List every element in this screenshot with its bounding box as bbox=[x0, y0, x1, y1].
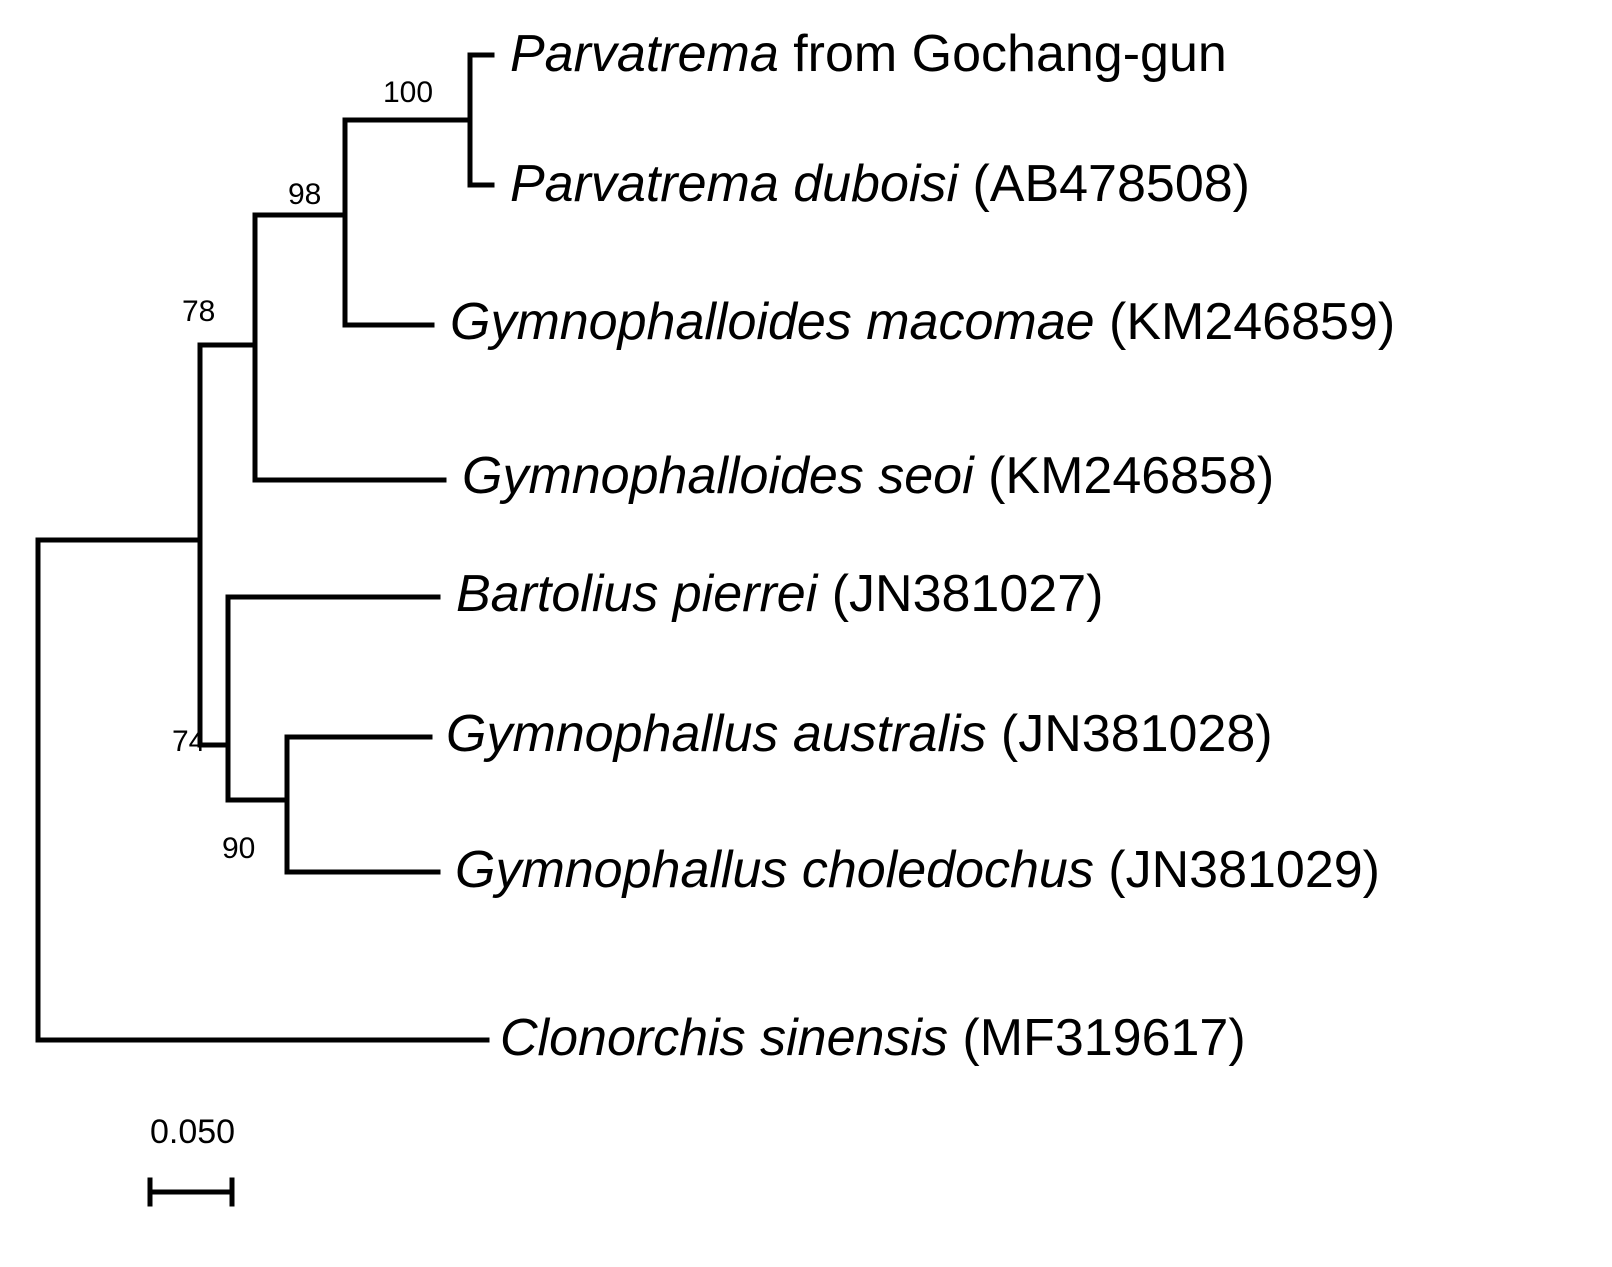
taxon-suffix bbox=[1094, 841, 1108, 899]
taxon-accession: (KM246859) bbox=[1109, 293, 1396, 351]
taxon-label-gymnophallus-choledochus bbox=[455, 841, 1380, 899]
taxon-label-gymnophalloides-seoi bbox=[462, 447, 1275, 505]
taxon-accession: (JN381028) bbox=[1000, 705, 1273, 763]
taxon-accession: (JN381027) bbox=[831, 565, 1104, 623]
taxon-sci-name: Clonorchis sinensis bbox=[500, 1009, 948, 1067]
taxon-label-bartolius-pierrei bbox=[456, 565, 1104, 623]
taxon-accession: (MF319617) bbox=[962, 1009, 1246, 1067]
taxon-sci-name: Parvatrema bbox=[510, 25, 779, 83]
taxon-suffix bbox=[948, 1009, 962, 1067]
taxon-label-parvatrema-gochang bbox=[510, 25, 1227, 83]
taxon-sci-name: Parvatrema duboisi bbox=[510, 155, 958, 213]
taxon-label-clonorchis-sinensis bbox=[500, 1009, 1246, 1067]
taxon-sci-name: Gymnophalloides macomae bbox=[450, 293, 1095, 351]
taxon-suffix bbox=[817, 565, 831, 623]
taxon-suffix bbox=[958, 155, 972, 213]
taxon-sci-name: Gymnophallus choledochus bbox=[455, 841, 1094, 899]
taxon-label-parvatrema-duboisi bbox=[510, 155, 1250, 213]
taxon-sci-name: Bartolius pierrei bbox=[456, 565, 818, 623]
taxon-suffix: from Gochang-gun bbox=[778, 25, 1227, 83]
taxon-accession: (JN381029) bbox=[1108, 841, 1380, 899]
taxon-suffix bbox=[1095, 293, 1109, 351]
support-value-node-90: 90 bbox=[222, 832, 256, 865]
support-value-node-100: 100 bbox=[383, 76, 434, 109]
taxon-accession: (KM246858) bbox=[988, 447, 1275, 505]
taxon-label-gymnophallus-australis bbox=[446, 705, 1273, 763]
taxon-label-gymnophalloides-macomae bbox=[450, 293, 1396, 351]
taxon-suffix bbox=[974, 447, 988, 505]
support-value-node-74: 74 bbox=[172, 725, 206, 758]
taxon-sci-name: Gymnophallus australis bbox=[446, 705, 987, 763]
taxon-accession: (AB478508) bbox=[972, 155, 1250, 213]
taxon-suffix bbox=[986, 705, 1000, 763]
support-value-node-78: 78 bbox=[182, 295, 216, 328]
support-value-node-98: 98 bbox=[288, 178, 322, 211]
scale-bar-label: 0.050 bbox=[150, 1113, 236, 1151]
taxon-sci-name: Gymnophalloides seoi bbox=[462, 447, 974, 505]
